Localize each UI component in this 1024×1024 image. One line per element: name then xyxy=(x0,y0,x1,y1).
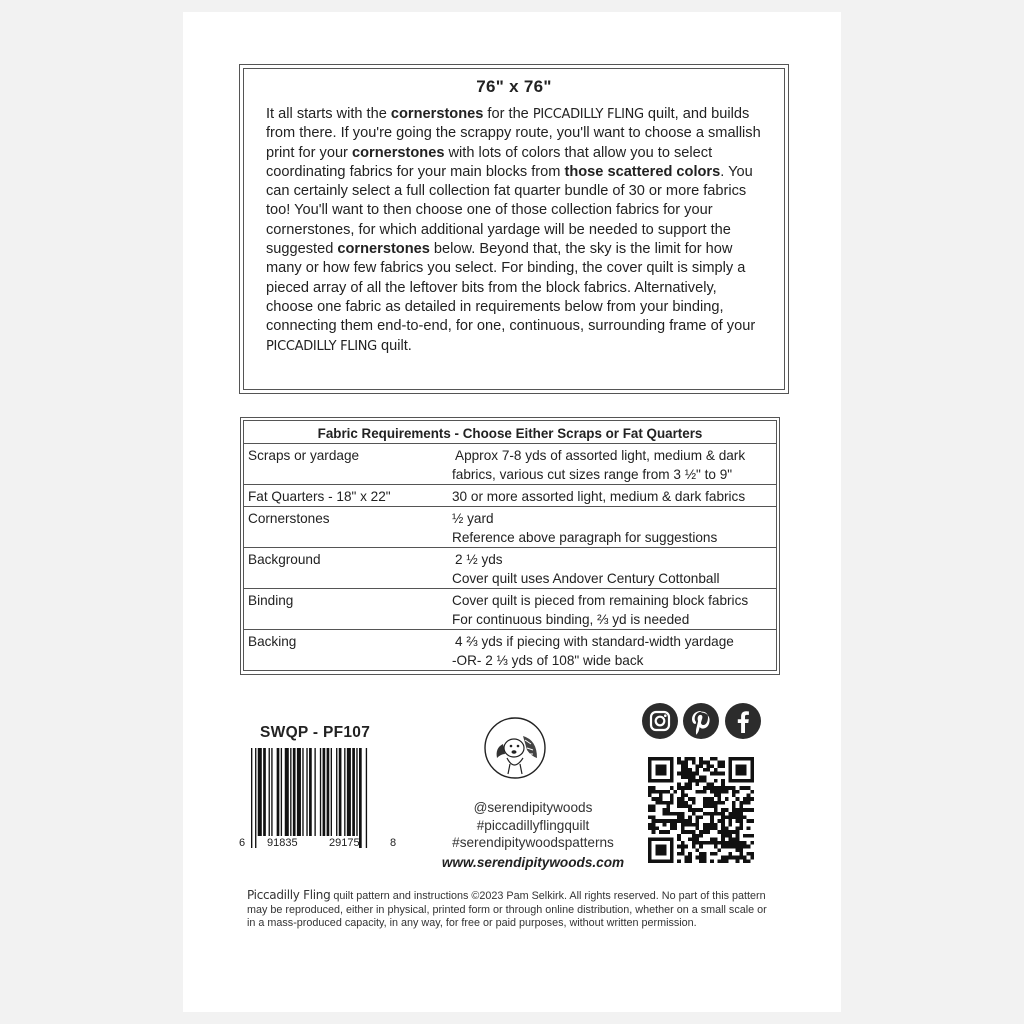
fabric-requirements-table xyxy=(243,420,777,671)
requirement-label: Backing xyxy=(244,630,449,671)
requirement-row xyxy=(244,630,777,671)
intro-paragraph xyxy=(266,105,762,356)
requirement-value-line: fabrics, various cut sizes range from 3 ½" to 9" xyxy=(452,467,733,482)
requirement-value-line: Reference above paragraph for suggestions xyxy=(452,530,718,545)
barcode-digits-left: 91835 xyxy=(267,837,298,849)
requirement-value-line: ½ yard xyxy=(452,511,494,526)
hashtag-quilt: #piccadillyflingquilt xyxy=(476,817,590,833)
requirement-row xyxy=(244,548,777,589)
requirement-value-line: 4 ⅔ yds if piecing with standard-width yardage xyxy=(455,634,734,649)
requirement-value xyxy=(448,444,777,485)
emphasis-text: cornerstones xyxy=(390,106,484,122)
barcode-digit-start: 6 xyxy=(239,837,246,849)
quilt-size-title: 76" x 76" xyxy=(476,77,552,96)
fabric-requirements-box xyxy=(240,417,780,675)
requirement-label: Cornerstones xyxy=(244,507,449,548)
requirement-row xyxy=(244,444,777,485)
requirement-value-line: Cover quilt uses Andover Century Cottonball xyxy=(452,571,720,586)
facebook-icon[interactable] xyxy=(725,703,761,739)
requirement-label: Binding xyxy=(244,589,449,630)
social-info xyxy=(413,799,653,852)
serendipity-woods-logo xyxy=(483,714,547,792)
requirement-value-line: -OR- 2 ⅓ yds of 108" wide back xyxy=(452,653,644,668)
sku-label: SWQP - PF107 xyxy=(260,724,371,741)
instagram-handle: @serendipitywoods xyxy=(473,800,593,815)
requirement-row xyxy=(244,507,777,548)
pattern-back-cover xyxy=(183,12,841,1012)
paragraph-text: with lots of colors that allow you to select coordinating fabrics for your main blocks from xyxy=(266,144,713,180)
instagram-icon[interactable] xyxy=(642,703,678,739)
qr-code[interactable] xyxy=(648,757,754,863)
paragraph-text: quilt. xyxy=(376,337,412,354)
paragraph-text: below. Beyond that, the sky is the limit for how many or how few fabrics you select. For binding, the cover quilt is simply a pieced array of all the leftover bits from the block fabrics. Alternatively, choose one fabric as detailed in requirements below from your binding, connecting them end-to-end, for one, continuous, surrounding frame of your xyxy=(266,241,756,335)
requirements-header: Fabric Requirements - Choose Either Scraps or Fat Quarters xyxy=(244,421,777,444)
copyright-footer xyxy=(247,889,777,931)
intro-box xyxy=(239,64,789,394)
emphasis-text: those scattered colors xyxy=(564,163,721,180)
requirement-label: Background xyxy=(244,548,449,589)
emphasis-text: cornerstones xyxy=(337,241,430,258)
brand-name: PICCADILLY FLING xyxy=(532,107,644,122)
website-link[interactable]: www.serendipitywoods.com xyxy=(441,855,625,870)
footer-text: quilt pattern and instructions ©2023 Pam Selkirk. All rights reserved. No part of this pattern may be reproduced, either in physical, printed form or through online distribution, whether on a small scale or in a mass-produced capacity, in any way, for free or paid purposes, without written permission. xyxy=(247,890,767,930)
paragraph-text: . You can certainly select a full collection fat quarter bundle of 30 or more fabrics too! You'll want to then choose one of those collection fabrics for your cornerstones, for which additional yardage will be needed to support the suggested xyxy=(266,163,753,258)
requirement-value-line: Approx 7-8 yds of assorted light, medium & dark xyxy=(455,448,746,463)
requirement-row xyxy=(244,485,777,507)
hashtag-patterns: #serendipitywoodspatterns xyxy=(452,835,614,850)
requirement-value-line: 2 ½ yds xyxy=(455,552,503,567)
requirement-value-line: For continuous binding, ⅔ yd is needed xyxy=(452,612,690,627)
requirement-label: Fat Quarters - 18" x 22" xyxy=(244,485,449,507)
paragraph-text: quilt, and builds from there. If you're going the scrappy route, you'll want to choose a smallish print for your xyxy=(266,106,761,161)
requirement-row xyxy=(244,589,777,630)
requirement-value-line: Cover quilt is pieced from remaining block fabrics xyxy=(452,593,749,608)
barcode-digit-end: 8 xyxy=(390,837,397,849)
requirement-label: Scraps or yardage xyxy=(244,444,449,485)
paragraph-text: for the xyxy=(483,106,533,122)
pinterest-icon[interactable] xyxy=(683,703,719,739)
requirement-value xyxy=(448,548,777,589)
requirement-value xyxy=(448,630,777,671)
requirement-value xyxy=(448,507,777,548)
barcode xyxy=(239,748,399,856)
emphasis-text: cornerstones xyxy=(351,144,445,161)
requirement-value xyxy=(448,485,777,507)
requirement-value-line: 30 or more assorted light, medium & dark fabrics xyxy=(452,489,746,504)
barcode-digits-right: 29175 xyxy=(329,837,360,849)
footer-brand: Piccadilly Fling xyxy=(247,888,331,902)
paragraph-text: It all starts with the xyxy=(266,106,391,122)
brand-name: PICCADILLY FLING xyxy=(266,338,377,354)
requirement-value xyxy=(448,589,777,630)
